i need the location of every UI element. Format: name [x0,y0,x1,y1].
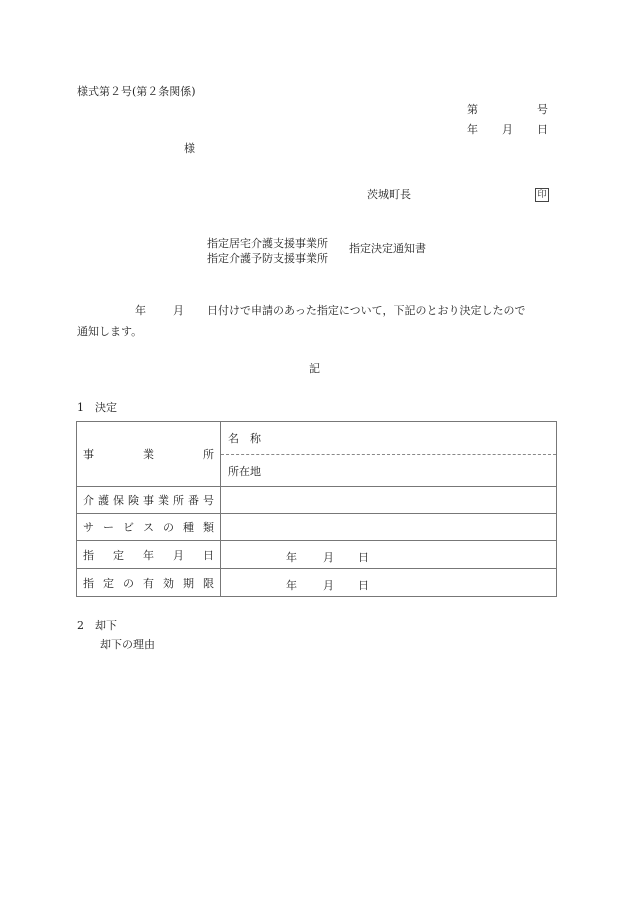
issuer-name: 茨城町長 [367,188,411,201]
office-name-label: 名 称 [228,432,261,445]
title-line-1: 指定居宅介護支援事業所 [207,237,328,250]
body-year: 年 [135,304,146,317]
validity-period-label-cell [77,569,221,597]
validity-day: 日 [358,579,369,592]
office-label: 事 業 所 [83,448,214,461]
body-text: 日付けで申請のあった指定について，下記のとおり決定したので [207,304,526,317]
rejection-reason-label: 却下の理由 [100,638,155,651]
decision-table [76,421,557,597]
section-2-title: 却下 [95,619,117,632]
body-month: 月 [173,304,184,317]
validity-period-label: 指 定 の 有 効 期 限 [83,576,214,590]
date-month: 月 [502,123,513,136]
validity-year: 年 [286,579,297,592]
section-2-heading [77,620,117,631]
office-address-label: 所在地 [228,464,261,478]
date-year: 年 [467,123,478,136]
table-row-office [77,422,557,487]
form-label: 様式第２号(第２条関係) [77,85,196,98]
office-name-field[interactable] [221,422,556,455]
document-title: 指定決定通知書 [349,242,426,255]
service-type-label-cell [77,514,221,541]
ki-marker: 記 [309,362,320,375]
designation-date-label-cell [77,541,221,569]
section-1-number: 1 [77,401,84,414]
designation-date-field[interactable] [221,541,557,569]
section-1-heading [77,402,117,413]
seal-icon: 印 [535,188,549,202]
number-suffix: 号 [537,103,548,116]
service-type-field[interactable] [221,514,557,541]
recipient-suffix: 様 [184,142,195,155]
office-address-field[interactable] [221,455,556,486]
section-2-number: 2 [77,619,84,632]
service-type-label: サ ー ビ ス の 種 類 [83,521,214,534]
document-number [467,104,548,115]
validity-month: 月 [323,579,334,592]
table-row [77,487,557,514]
insurance-number-label-cell [77,487,221,514]
insurance-number-field[interactable] [221,487,557,514]
designation-year: 年 [286,551,297,564]
validity-period-field[interactable] [221,569,557,597]
date-day: 日 [537,123,548,136]
section-1-title: 決定 [95,401,117,414]
title-office-types [207,236,328,266]
table-row [77,541,557,569]
title-line-2: 指定介護予防支援事業所 [207,252,328,265]
body-paragraph-line-2: 通知します。 [77,325,143,338]
table-row [77,569,557,597]
designation-date-label: 指 定 年 月 日 [83,548,214,562]
insurance-number-label: 介 護 保 険 事 業 所 番 号 [83,494,214,507]
designation-month: 月 [323,551,334,564]
table-row [77,514,557,541]
office-value-cell [221,422,557,487]
office-label-cell [77,422,221,487]
number-prefix: 第 [467,103,478,116]
document-date [467,124,548,135]
designation-day: 日 [358,551,369,564]
